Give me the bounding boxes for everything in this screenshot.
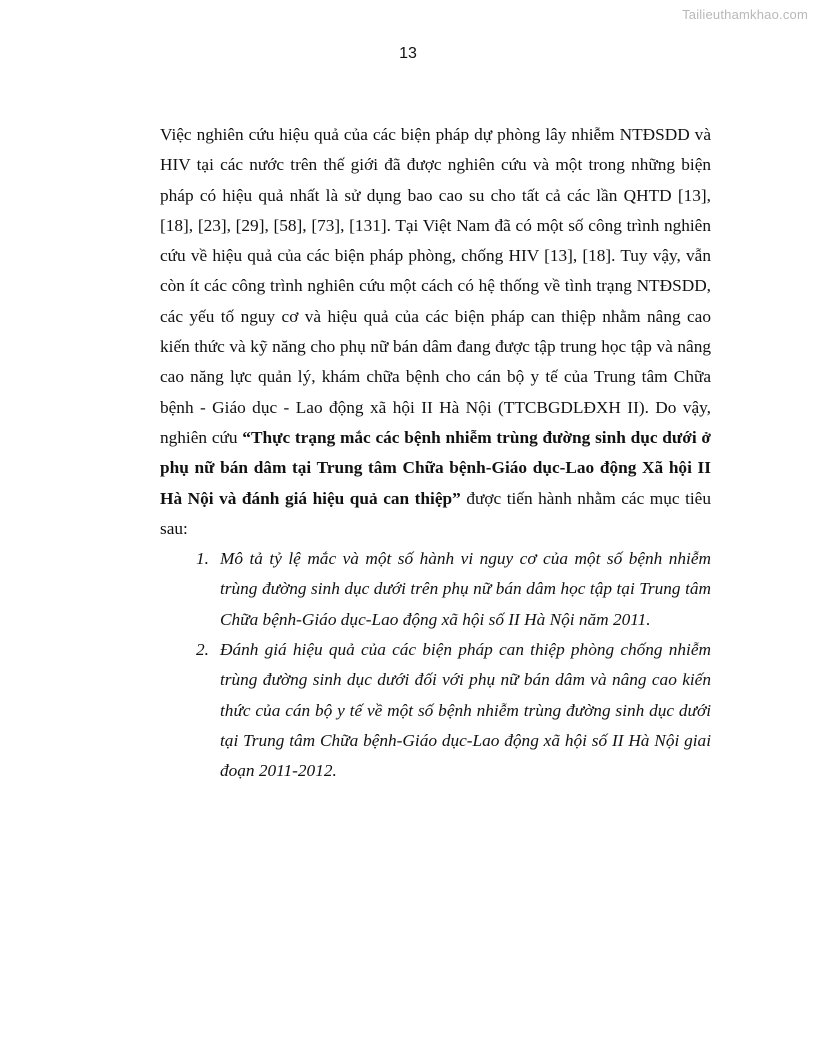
- objectives-list: [160, 544, 711, 786]
- intro-paragraph: [160, 120, 711, 544]
- study-title: “Thực trạng mắc các bệnh nhiễm trùng đường sinh dục dưới ở phụ nữ bán dâm tại Trung tâm Chữa bệnh-Giáo dục-Lao động Xã hội II Hà Nội và đánh giá hiệu quả can thiệp”: [160, 427, 712, 508]
- objective-number: 1.: [196, 549, 209, 569]
- objective-text: Mô tả tỷ lệ mắc và một số hành vi nguy cơ của một số bệnh nhiễm trùng đường sinh dục dưới trên phụ nữ bán dâm học tập tại Trung tâm Chữa bệnh-Giáo dục-Lao động xã hội số II Hà Nội năm 2011.: [220, 549, 711, 629]
- watermark: Tailieuthamkhao.com: [682, 7, 808, 22]
- objective-text: Đánh giá hiệu quả của các biện pháp can thiệp phòng chống nhiễm trùng đường sinh dục dưới đối với phụ nữ bán dâm và nâng cao kiến thức của cán bộ y tế về một số bệnh nhiễm trùng đường sinh dục dưới tại Trung tâm Chữa bệnh-Giáo dục-Lao động xã hội số II Hà Nội giai đoạn 2011-2012.: [220, 640, 711, 781]
- objective-item: [160, 544, 711, 635]
- page-number: 13: [399, 45, 417, 62]
- objective-item: [160, 635, 711, 786]
- objective-number: 2.: [196, 640, 209, 660]
- document-body: [160, 120, 711, 787]
- paragraph-intro-text: Việc nghiên cứu hiệu quả của các biện pháp dự phòng lây nhiễm NTĐSDD và HIV tại các nước trên thế giới đã được nghiên cứu và một trong những biện pháp có hiệu quả nhất là sử dụng bao cao su cho tất cả các lần QHTD [13], [18], [23], [29], [58], [73], [131]. Tại Việt Nam đã có một số công trình nghiên cứu về hiệu quả của các biện pháp phòng, chống HIV [13], [18]. Tuy vậy, vẫn còn ít các công trình nghiên cứu một cách có hệ thống về tình trạng NTĐSDD, các yếu tố nguy cơ và hiệu quả của các biện pháp can thiệp nhằm nâng cao kiến thức và kỹ năng cho phụ nữ bán dâm đang được tập trung học tập và nâng cao năng lực quản lý, khám chữa bệnh cho cán bộ y tế của Trung tâm Chữa bệnh - Giáo dục - Lao động xã hội II Hà Nội (TTCBGDLĐXH II). Do vậy, nghiên cứu: [160, 125, 711, 447]
- paragraph-outro-text: được tiến hành nhằm các mục tiêu sau:: [160, 488, 711, 538]
